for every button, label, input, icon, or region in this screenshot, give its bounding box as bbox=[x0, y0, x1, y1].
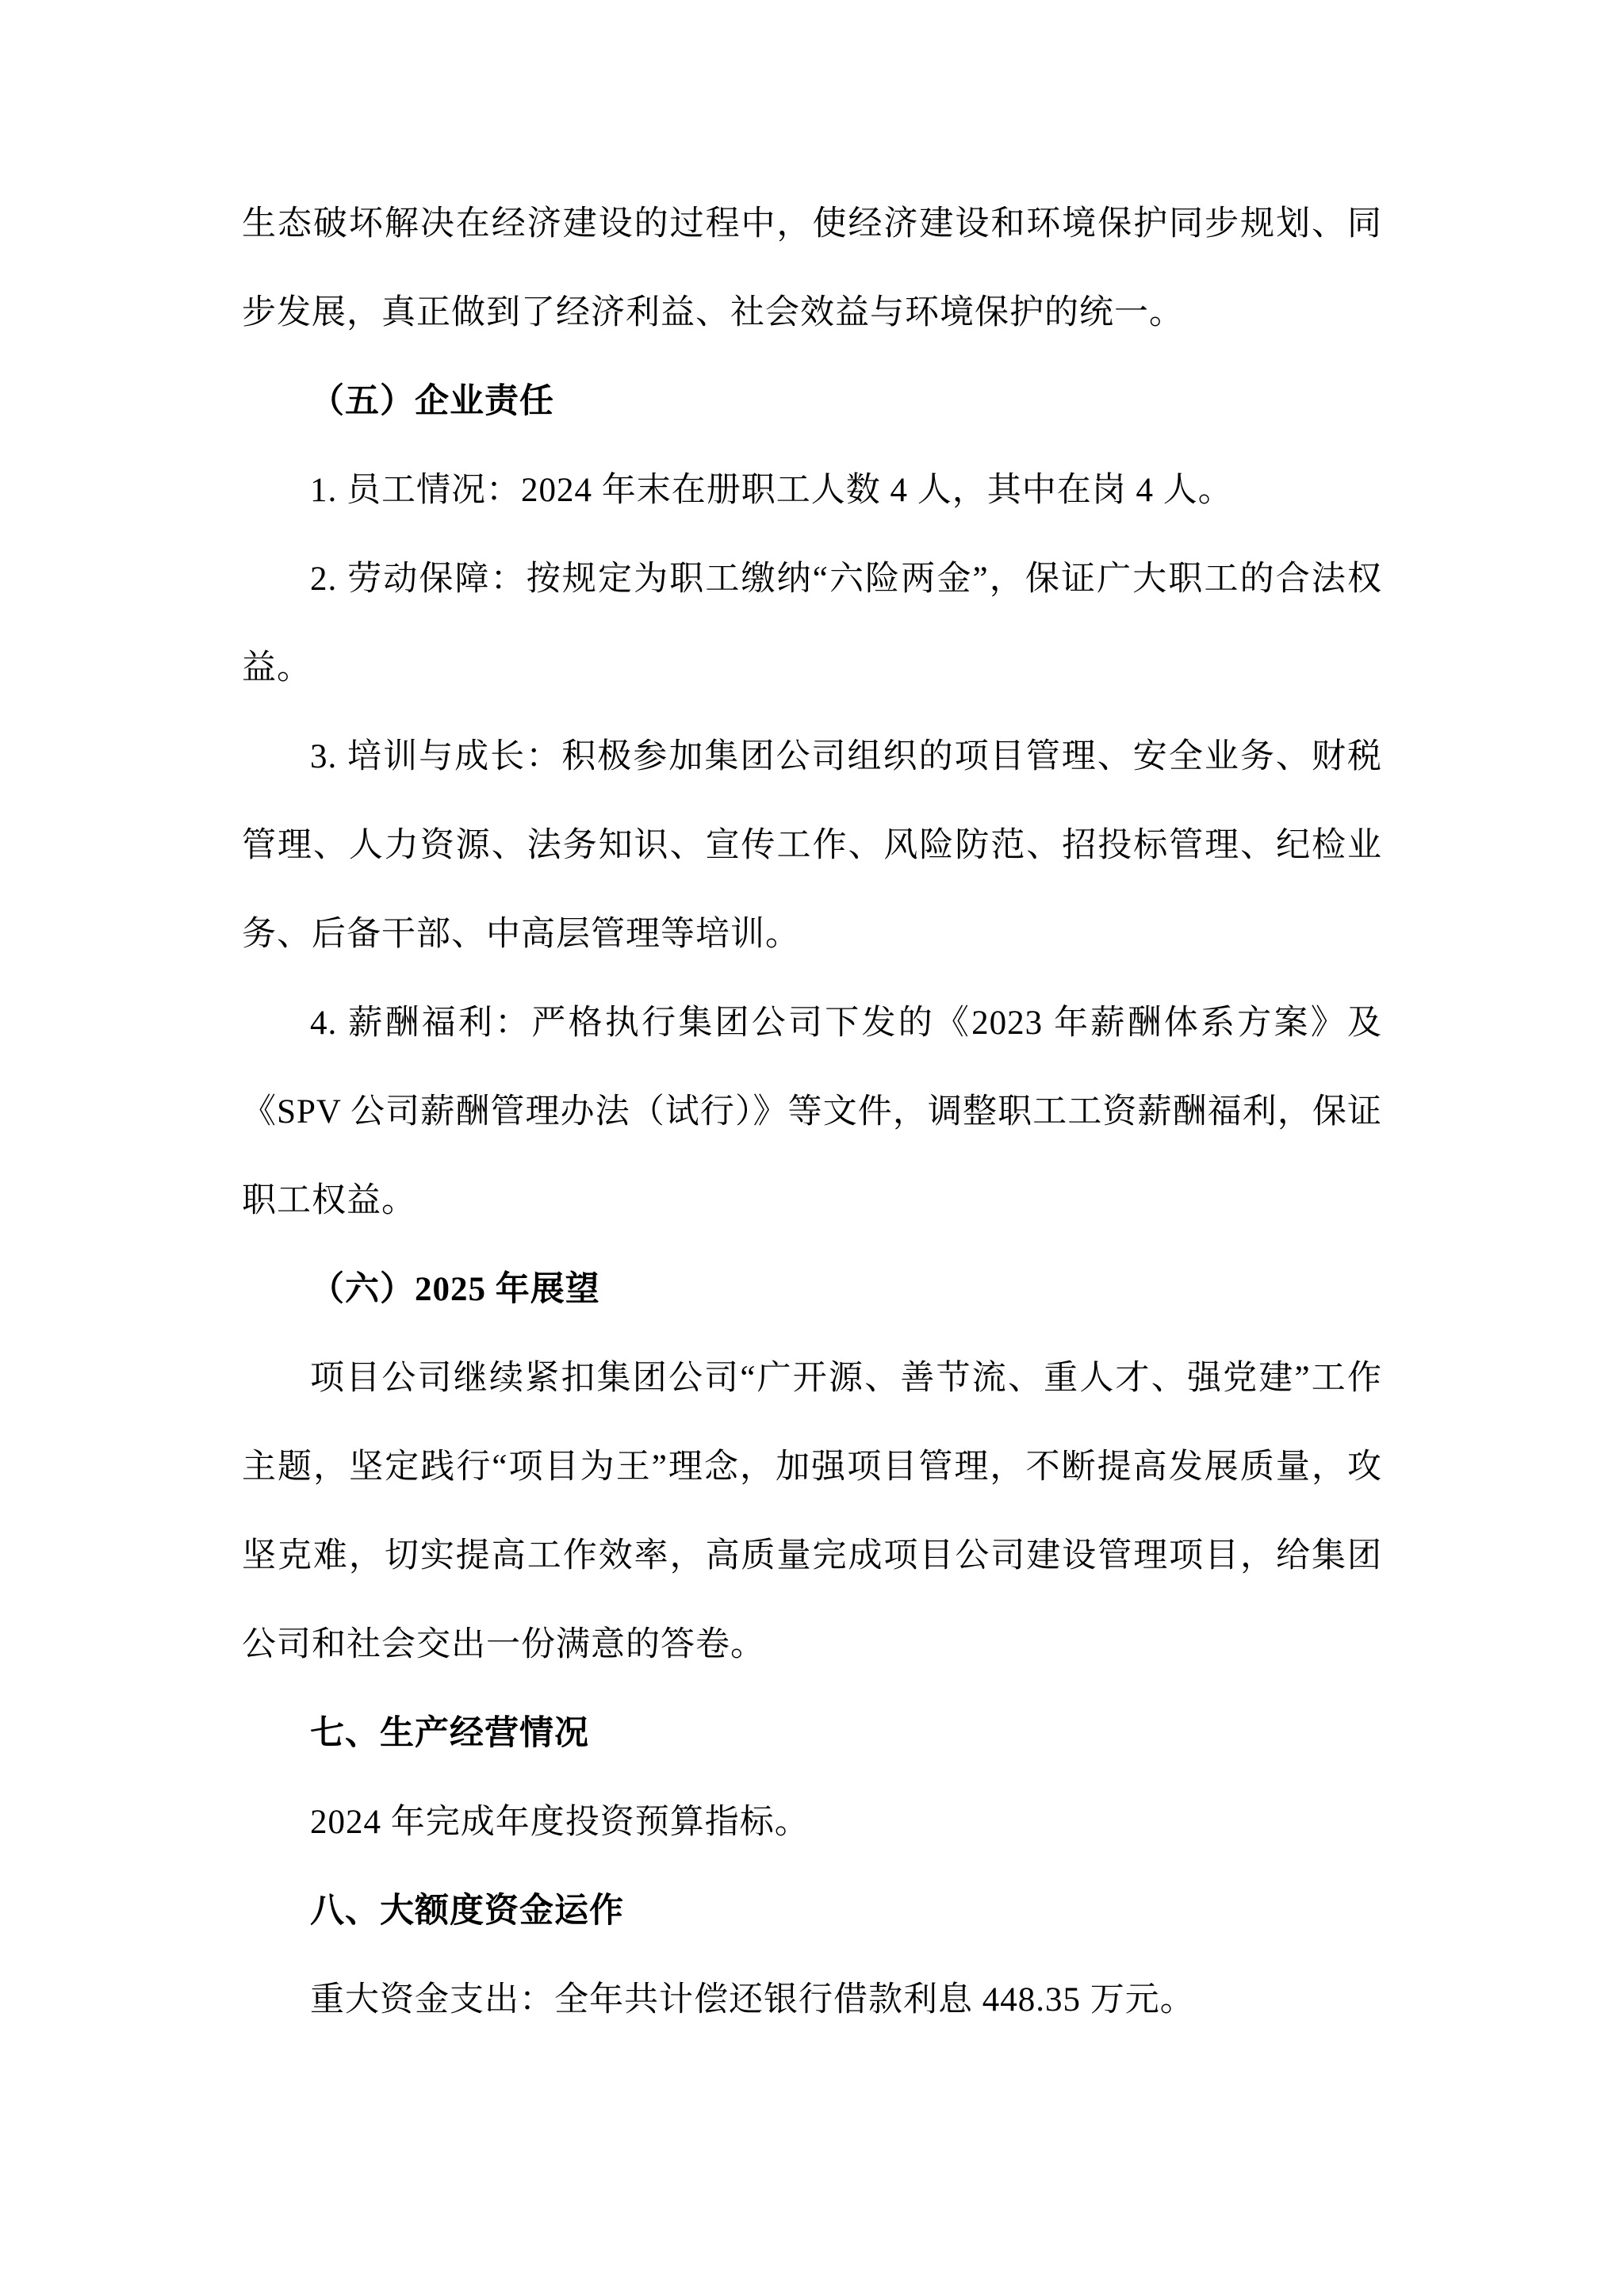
heading-section-8-large-funds: 八、大额度资金运作 bbox=[310, 1892, 624, 1930]
paragraph-3-training-growth: 3. 培训与成长：积极参加集团公司组织的项目管理、安全业务、财税管理、人力资源、法务知识、宣传工作、风险防范、招投标管理、纪检业务、后备干部、中高层管理等培训。 bbox=[242, 738, 1382, 953]
paragraph-2-labor-protection: 2. 劳动保障：按规定为职工缴纳“六险两金”，保证广大职工的合法权益。 bbox=[242, 561, 1382, 687]
paragraph-1-staff-situation: 1. 员工情况：2024 年末在册职工人数 4 人，其中在岗 4 人。 bbox=[310, 472, 1233, 509]
heading-section-7-production-operation: 七、生产经营情况 bbox=[310, 1715, 589, 1752]
paragraph-investment-budget: 2024 年完成年度投资预算指标。 bbox=[310, 1804, 810, 1841]
paragraph-continuation-environment: 生态破坏解决在经济建设的过程中，使经济建设和环境保护同步规划、同步发展，真正做到了经济利益、社会效益与环境保护的统一。 bbox=[242, 205, 1382, 331]
document-content bbox=[242, 180, 1382, 2045]
paragraph-4-salary-welfare: 4. 薪酬福利：严格执行集团公司下发的《2023 年薪酬体系方案》及《SPV 公司薪酬管理办法（试行）》等文件，调整职工工资薪酬福利，保证职工权益。 bbox=[242, 1004, 1382, 1219]
paragraph-outlook-detail: 项目公司继续紧扣集团公司“广开源、善节流、重人才、强党建”工作主题，坚定践行“项目为王”理念，加强项目管理，不断提高发展质量，攻坚克难，切实提高工作效率，高质量完成项目公司建设管理项目，给集团公司和社会交出一份满意的答卷。 bbox=[242, 1360, 1382, 1663]
paragraph-major-fund-expenditure: 重大资金支出：全年共计偿还银行借款利息 448.35 万元。 bbox=[310, 1981, 1195, 2019]
heading-section-5-corporate-responsibility: （五）企业责任 bbox=[310, 383, 554, 420]
heading-section-6-2025-outlook: （六）2025 年展望 bbox=[310, 1271, 600, 1308]
